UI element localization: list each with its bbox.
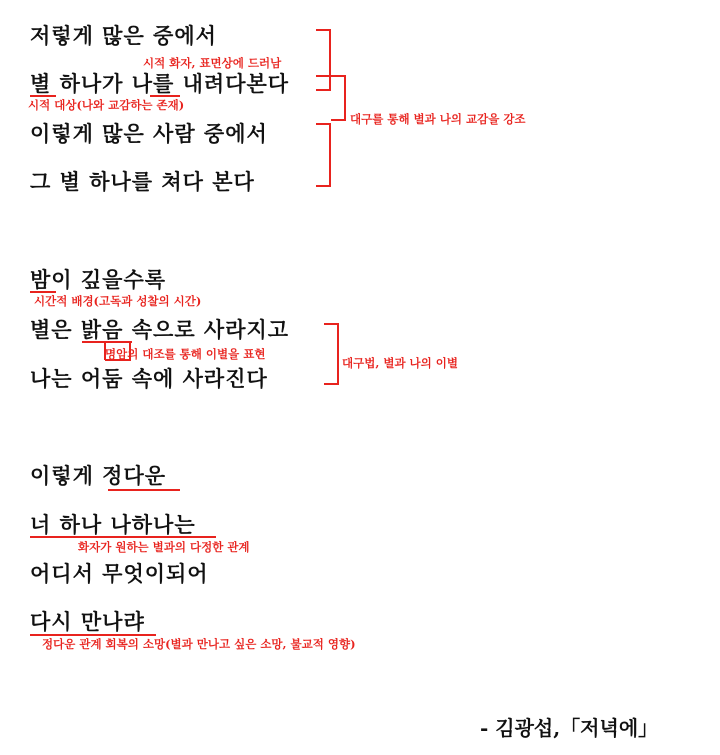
poem-line-4: 그 별 하나를 쳐다 본다 (30, 170, 255, 194)
bracket-lines-6-7 (324, 324, 338, 384)
poem-line-5: 밤이 깊을수록 (30, 268, 167, 292)
poem-line-2: 별 하나가 나를 내려다본다 (30, 72, 290, 96)
bracket-lines-1-2 (316, 30, 330, 90)
poem-line-6: 별은 밝음 속으로 사라지고 (30, 318, 290, 342)
poem-line-1: 저렇게 많은 중에서 (30, 24, 217, 48)
poem-line-8: 이렇게 정다운 (30, 464, 167, 488)
annotation-parallel2: 대구법, 별과 나의 이별 (342, 356, 458, 370)
poem-line-7: 나는 어둠 속에 사라진다 (30, 367, 268, 391)
annotation-time: 시간적 배경(고독과 성찰의 시간) (34, 294, 202, 308)
annotation-object: 시적 대상(나와 교감하는 존재) (28, 98, 185, 112)
bracket-lines-3-4 (316, 124, 330, 186)
annotation-contrast: 명암의 대조를 통해 이별을 표현 (105, 347, 266, 361)
poem-credit: - 김광섭,「저녁에」 (480, 716, 659, 740)
annotation-relation: 화자가 원하는 별과의 다정한 관계 (78, 540, 250, 554)
poem-line-3: 이렇게 많은 사람 중에서 (30, 122, 268, 146)
annotation-hope: 정다운 관계 회복의 소망(별과 만나고 싶은 소망, 불교적 영향) (42, 637, 356, 651)
poem-line-10: 어디서 무엇이되어 (30, 562, 209, 586)
annotation-speaker: 시적 화자, 표면상에 드러남 (143, 56, 282, 70)
poem-line-9: 너 하나 나하나는 (30, 513, 196, 537)
contrast-connector (105, 342, 130, 360)
poem-line-11: 다시 만나랴 (30, 610, 145, 634)
annotation-parallel1: 대구를 통해 별과 나의 교감을 강조 (350, 112, 526, 126)
